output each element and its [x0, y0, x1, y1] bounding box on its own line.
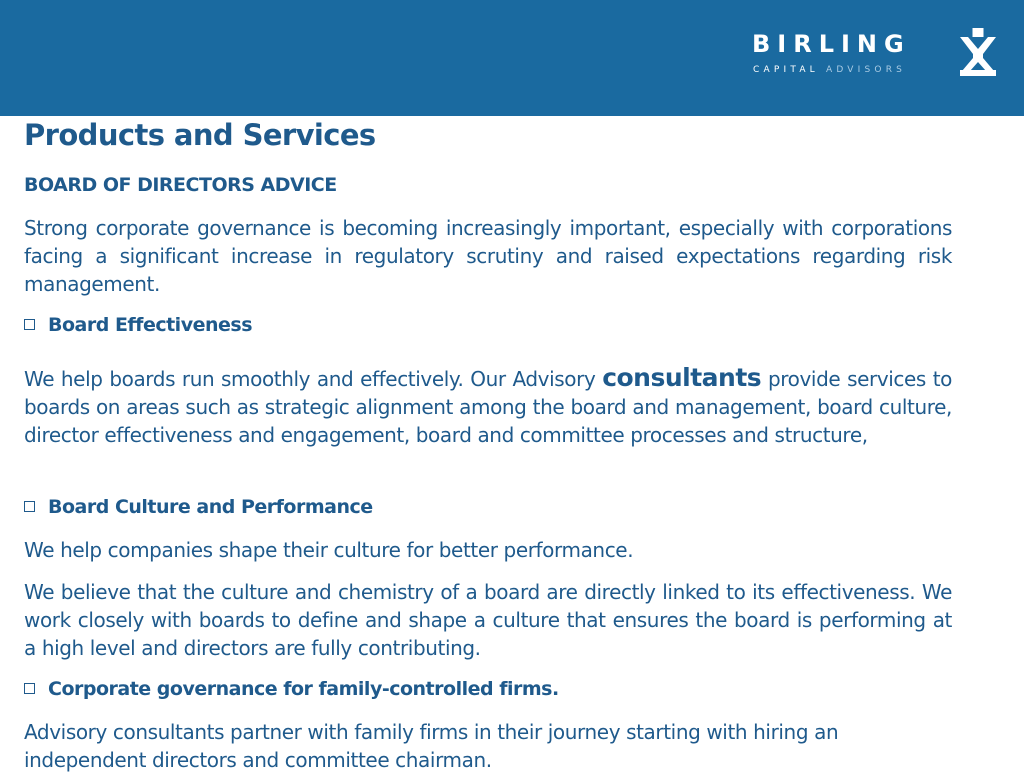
bullet-board-effectiveness	[24, 314, 252, 338]
board-culture-paragraph-1: We help companies shape their culture for better performance.	[24, 538, 634, 562]
birling-figure-logo-icon	[958, 28, 998, 78]
bullet-heading: Board Culture and Performance	[48, 496, 373, 518]
bullet-family-firms	[24, 678, 559, 702]
bullet-heading: Board Effectiveness	[48, 314, 252, 336]
board-culture-paragraph-2: We believe that the culture and chemistry of a board are directly linked to its effectiveness. We work closely with boards to define and shape a culture that ensures the board is performing at a high level and directors are fully contributing.	[24, 580, 952, 660]
page-title: Products and Services	[24, 118, 376, 152]
header-banner	[0, 0, 1024, 116]
checkbox-square-icon	[24, 683, 35, 694]
logo-tagline-advisors: ADVISORS	[825, 65, 907, 75]
section-heading: BOARD OF DIRECTORS ADVICE	[24, 174, 337, 196]
paragraph-text: provide services to boards on areas such as strategic alignment among the board and management, board culture, director effectiveness and engagement, board and committee processes and structure,	[24, 367, 952, 447]
birling-logo[interactable]	[752, 28, 1002, 78]
logo-wordmark: BIRLING	[752, 30, 911, 58]
logo-tagline-capital: CAPITAL	[753, 65, 819, 75]
logo-tagline	[753, 65, 906, 75]
paragraph-text: We help boards run smoothly and effectively. Our Advisory	[24, 367, 603, 391]
bullet-heading: Corporate governance for family-controlled firms.	[48, 678, 559, 700]
checkbox-square-icon	[24, 501, 35, 512]
board-effectiveness-paragraph	[24, 364, 952, 449]
intro-paragraph: Strong corporate governance is becoming increasingly important, especially with corporations facing a significant increase in regulatory scrutiny and raised expectations regarding risk management.	[24, 216, 952, 296]
checkbox-square-icon	[24, 319, 35, 330]
family-firms-paragraph: Advisory consultants partner with family firms in their journey starting with hiring an independent directors and committee chairman.	[24, 720, 839, 772]
bullet-board-culture	[24, 496, 373, 520]
emphasized-word: consultants	[602, 363, 762, 392]
